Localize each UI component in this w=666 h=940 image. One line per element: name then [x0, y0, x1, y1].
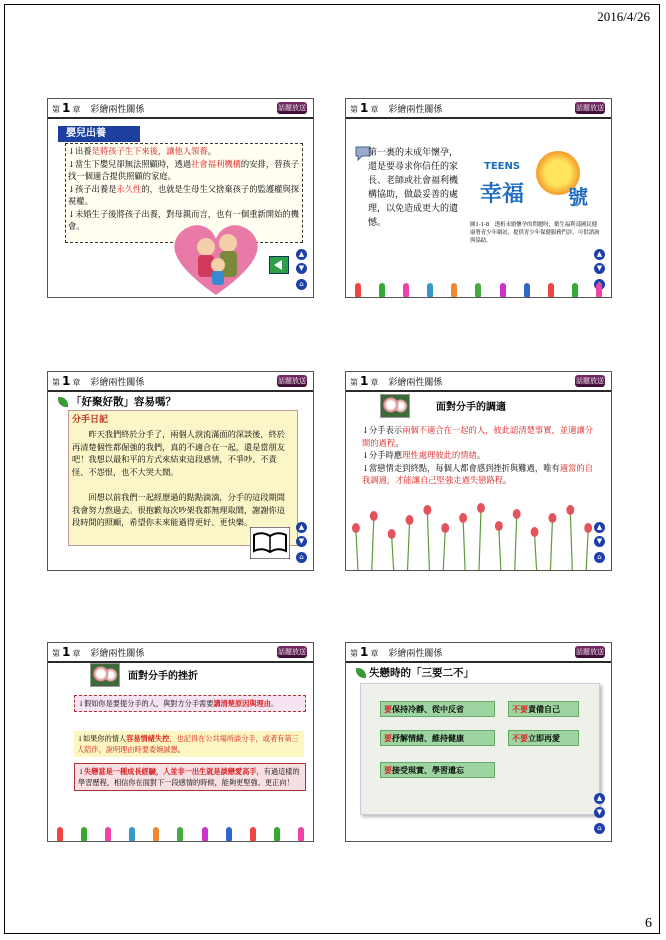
tip-box-2: ↓如果你的情人容易情緒失控，也記得在公共場所談分手，或者有第三人陪伴，說明理由時要委婉誠懇。 [74, 731, 304, 757]
tulip-field-illustration [346, 500, 611, 570]
leaf-icon [58, 397, 68, 407]
header-rule [48, 117, 313, 119]
family-heart-illustration [166, 217, 266, 297]
rose-icon [380, 394, 410, 418]
topic-badge[interactable]: 話題放送 [278, 377, 306, 385]
print-date: 2016/4/26 [597, 9, 650, 24]
slide-5[interactable] [47, 642, 314, 842]
book-icon [250, 527, 290, 559]
list-item: ↓當生下嬰兒卻無法照顧時，透過社會福利機構的安排，替孩子找一個適合提供照顧的家庭。 [68, 158, 300, 181]
rule-item: 要接受現實、學習遺忘 [380, 762, 495, 778]
slide-title: 失戀時的「三要二不」 [356, 665, 474, 680]
header-rule [346, 117, 611, 119]
slide-title: 嬰兒出養 [58, 126, 140, 142]
diary-title: 分手日記 [72, 415, 109, 425]
list-item: ↓孩子出養是永久性的，也就是生母生父捨棄孩子的監護權與探視權。 [68, 183, 300, 206]
diary-body: 昨天我們終於分手了，兩個人淚流滿面的深談後，終於再清楚個性都倔強的我們，真的不適合在一起，還是當朋友吧！我想以最和平的方式來結束這段感情，不爭吵、不責怪、不怨恨，也不大哭大鬧。 [72, 429, 285, 477]
bullet-list [362, 424, 598, 487]
slide-title: 面對分手的調適 [436, 402, 506, 413]
topic-badge[interactable]: 話題放送 [278, 648, 306, 656]
people-strip [48, 823, 313, 841]
nav-down-icon[interactable]: ▼ [594, 263, 605, 274]
header-rule [346, 661, 611, 663]
nav-up-icon[interactable]: ▲ [594, 793, 605, 804]
slide-header: 第 1 章 彩繪兩性關係 [52, 645, 145, 659]
slide-2[interactable] [345, 98, 612, 298]
teens-logo: TEENS 幸福 號 [476, 149, 604, 219]
slide-header: 第 1 章 彩繪兩性關係 [350, 374, 443, 388]
rule-item: 要抒解情緒、維持健康 [380, 730, 495, 746]
slide-1[interactable] [47, 98, 314, 298]
home-icon[interactable]: ⌂ [594, 823, 605, 834]
topic-badge[interactable]: 話題放送 [576, 648, 604, 656]
tip-box-1: ↓假如你是要提分手的人，與對方分手需要講清楚原因與理由。 [74, 695, 306, 712]
header-rule [346, 390, 611, 392]
list-item: ↓未婚生子後將孩子出養，對母親而言，也有一個重新開始的機會。 [68, 208, 299, 231]
list-item: ↓分手表示兩個不適合在一起的人，彼此認清楚事實，並適讓分開的過程。 [362, 425, 593, 448]
slide-header: 第 1 章 彩繪兩性關係 [52, 101, 145, 115]
people-strip [346, 279, 611, 297]
page-number: 6 [645, 916, 652, 931]
home-icon[interactable]: ⌂ [296, 279, 307, 290]
slide-header: 第 1 章 彩繪兩性關係 [52, 374, 145, 388]
list-item: ↓當戀情走到終點，每個人都會感到挫折與難過，唯有適當的自我調適，才能讓自己堅強走過失戀路程。 [362, 462, 593, 485]
slide-title: 「好聚好散」容易嗎？ [58, 394, 176, 409]
nav-down-icon[interactable]: ▼ [594, 807, 605, 818]
home-icon[interactable]: ⌂ [296, 552, 307, 563]
nav-down-icon[interactable]: ▼ [594, 536, 605, 547]
slide-header: 第 1 章 彩繪兩性關係 [350, 101, 443, 115]
slide-4[interactable] [345, 371, 612, 571]
rule-item: 不要立即再愛 [508, 730, 579, 746]
rule-item: 不要責備自己 [508, 701, 579, 717]
slide-3[interactable] [47, 371, 314, 571]
rose-icon [90, 663, 120, 687]
diary-body-2: 回想以前我們一起經歷過的點點滴滴，分手的這段期間我會努力熬過去。很抱歉每次吵架我都無理取鬧，謝謝你這段時間的照顧，希望你未來能過得更好、更快樂。 [72, 492, 285, 527]
header-rule [48, 661, 313, 663]
play-button[interactable] [269, 256, 289, 274]
nav-up-icon[interactable]: ▲ [296, 522, 307, 533]
slide-title: 面對分手的挫折 [128, 671, 198, 682]
header-rule [48, 390, 313, 392]
nav-up-icon[interactable]: ▲ [594, 522, 605, 533]
topic-badge[interactable]: 話題放送 [278, 104, 306, 112]
leaf-icon [356, 668, 366, 678]
nav-down-icon[interactable]: ▼ [296, 536, 307, 547]
topic-badge[interactable]: 話題放送 [576, 377, 604, 385]
slide-header: 第 1 章 彩繪兩性關係 [350, 645, 443, 659]
nav-up-icon[interactable]: ▲ [296, 249, 307, 260]
slide-6[interactable] [345, 642, 612, 842]
advice-text: 第一裏的未成年懷孕，還是要尋求你信任的家長、老師或社會福利機構協助，做最妥善的處理，以免造成更大的遺憾。 [368, 148, 459, 228]
list-item: ↓出養是將孩子生下來後，讓他人領養。 [68, 146, 217, 156]
figure-caption: 圖1-1-8 透析未婚懷孕的問題呀，衛生福利部國民健康署青少年網站，提供青少年保健服務門診，可供諮詢與協助。 [470, 222, 600, 244]
list-item: ↓分手時應理性處理彼此的情緒。 [362, 450, 486, 460]
nav-down-icon[interactable]: ▼ [296, 263, 307, 274]
rule-item: 要保持冷靜、從中反省 [380, 701, 495, 717]
topic-badge[interactable]: 話題放送 [576, 104, 604, 112]
tip-box-3: ↓失戀當是一種成長經驗，人並非一出生就是談戀愛高手，有過這樣的學習歷程，相信你在面對下一段感情的時候，能夠更堅強、更正向！ [74, 763, 306, 791]
nav-up-icon[interactable]: ▲ [594, 249, 605, 260]
home-icon[interactable]: ⌂ [594, 552, 605, 563]
